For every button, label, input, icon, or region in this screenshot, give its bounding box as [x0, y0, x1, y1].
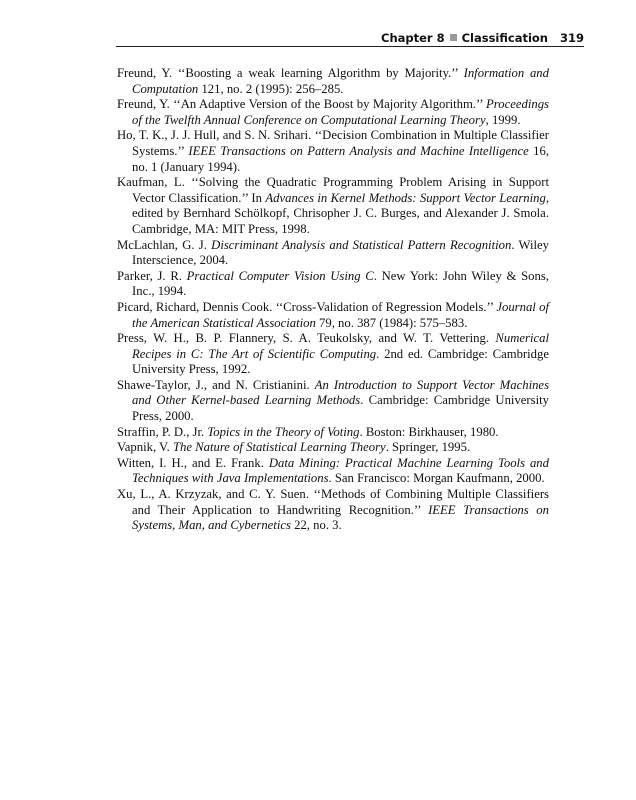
reference-title: Journal of the American Statistical Association: [132, 299, 549, 330]
square-bullet-icon: [450, 34, 457, 41]
reference-details: . Springer, 1995.: [385, 440, 471, 455]
reference-entry: [117, 456, 549, 487]
reference-entry: [117, 440, 549, 456]
reference-entry: [117, 238, 549, 269]
reference-list: [117, 66, 549, 534]
reference-details: 16, no. 1 (January 1994).: [132, 143, 549, 174]
reference-text: Vapnik, V.: [117, 440, 173, 455]
reference-details: 22, no. 3.: [290, 518, 342, 533]
header-rule: [116, 46, 584, 47]
reference-details: . Wiley Interscience, 2004.: [132, 237, 550, 268]
reference-entry: [117, 66, 549, 97]
reference-title: IEEE Transactions on Pattern Analysis and Machine Intelligence: [188, 143, 529, 158]
reference-title: The Nature of Statistical Learning Theory: [172, 440, 386, 455]
chapter-label: Chapter 8: [381, 31, 445, 45]
reference-entry: [117, 378, 549, 425]
reference-title: Numerical Recipes in C: The Art of Scientific Computing: [132, 331, 549, 361]
reference-entry: [117, 175, 549, 237]
reference-entry: [117, 487, 549, 534]
reference-text: Parker, J. R.: [117, 268, 187, 283]
reference-details: . 2nd ed. Cambridge: Cambridge University Press, 1992.: [132, 346, 549, 377]
reference-entry: [117, 128, 549, 175]
reference-text: Picard, Richard, Dennis Cook. ‘‘Cross-Validation of Regression Models.’’: [117, 299, 497, 314]
page-number: 319: [559, 31, 584, 45]
reference-text: Kaufman, L. ‘‘Solving the Quadratic Programming Problem Arising in Support Vector Classification.’’ In: [117, 175, 549, 205]
reference-details: 121, no. 2 (1995): 256–285.: [198, 81, 344, 96]
reference-entry: [117, 97, 549, 128]
reference-text: Xu, L., A. Krzyzak, and C. Y. Suen. ‘‘Methods of Combining Multiple Classifiers and Their Application to Handwriting Recognition.’’: [117, 487, 549, 517]
reference-title: Topics in the Theory of Voting: [207, 424, 360, 439]
reference-details: . Cambridge: Cambridge University Press, 2000.: [132, 393, 549, 424]
reference-title: Proceedings of the Twelfth Annual Conference on Computational Learning Theory: [132, 97, 549, 127]
reference-details: , 1999.: [485, 112, 521, 127]
reference-text: Freund, Y. ‘‘An Adaptive Version of the Boost by Majority Algorithm.’’: [117, 97, 487, 112]
reference-text: Shawe-Taylor, J., and N. Cristianini.: [117, 377, 315, 392]
reference-entry: [117, 269, 549, 300]
reference-entry: [117, 425, 549, 441]
reference-title: Information and Computation: [132, 66, 549, 96]
reference-text: Straffin, P. D., Jr.: [117, 424, 208, 439]
reference-details: . San Francisco: Morgan Kaufmann, 2000.: [328, 471, 545, 486]
reference-details: , edited by Bernhard Schölkopf, Chrisopher J. C. Burges, and Alexander J. Smola. Cambridge, MA: MIT Press, 1998.: [132, 190, 549, 236]
reference-text: Press, W. H., B. P. Flannery, S. A. Teukolsky, and W. T. Vettering.: [117, 331, 496, 346]
reference-title: IEEE Transactions on Systems, Man, and Cybernetics: [132, 502, 549, 533]
reference-text: Ho, T. K., J. J. Hull, and S. N. Srihari. ‘‘Decision Combination in Multiple Classifier Systems.’’: [117, 128, 549, 158]
reference-text: Freund, Y. ‘‘Boosting a weak learning Algorithm by Majority.’’: [117, 66, 464, 80]
reference-details: 79, no. 387 (1984): 575–583.: [315, 315, 468, 330]
reference-title: Advances in Kernel Methods: Support Vector Learning: [265, 190, 546, 205]
reference-entry: [117, 300, 549, 331]
section-label: Classification: [461, 31, 548, 45]
reference-title: Data Mining: Practical Machine Learning Tools and Techniques with Java Implementations: [132, 455, 549, 486]
running-title: [381, 31, 548, 45]
reference-details: . Boston: Birkhauser, 1980.: [359, 424, 499, 439]
reference-text: McLachlan, G. J.: [117, 237, 212, 252]
reference-details: . New York: John Wiley & Sons, Inc., 1994.: [132, 268, 549, 299]
reference-title: Discriminant Analysis and Statistical Pattern Recognition: [211, 237, 512, 252]
reference-entry: [117, 331, 549, 378]
reference-text: Witten, I. H., and E. Frank.: [117, 455, 269, 470]
reference-title: An Introduction to Support Vector Machines and Other Kernel-based Learning Methods: [132, 377, 550, 408]
reference-title: Practical Computer Vision Using C: [186, 268, 374, 283]
